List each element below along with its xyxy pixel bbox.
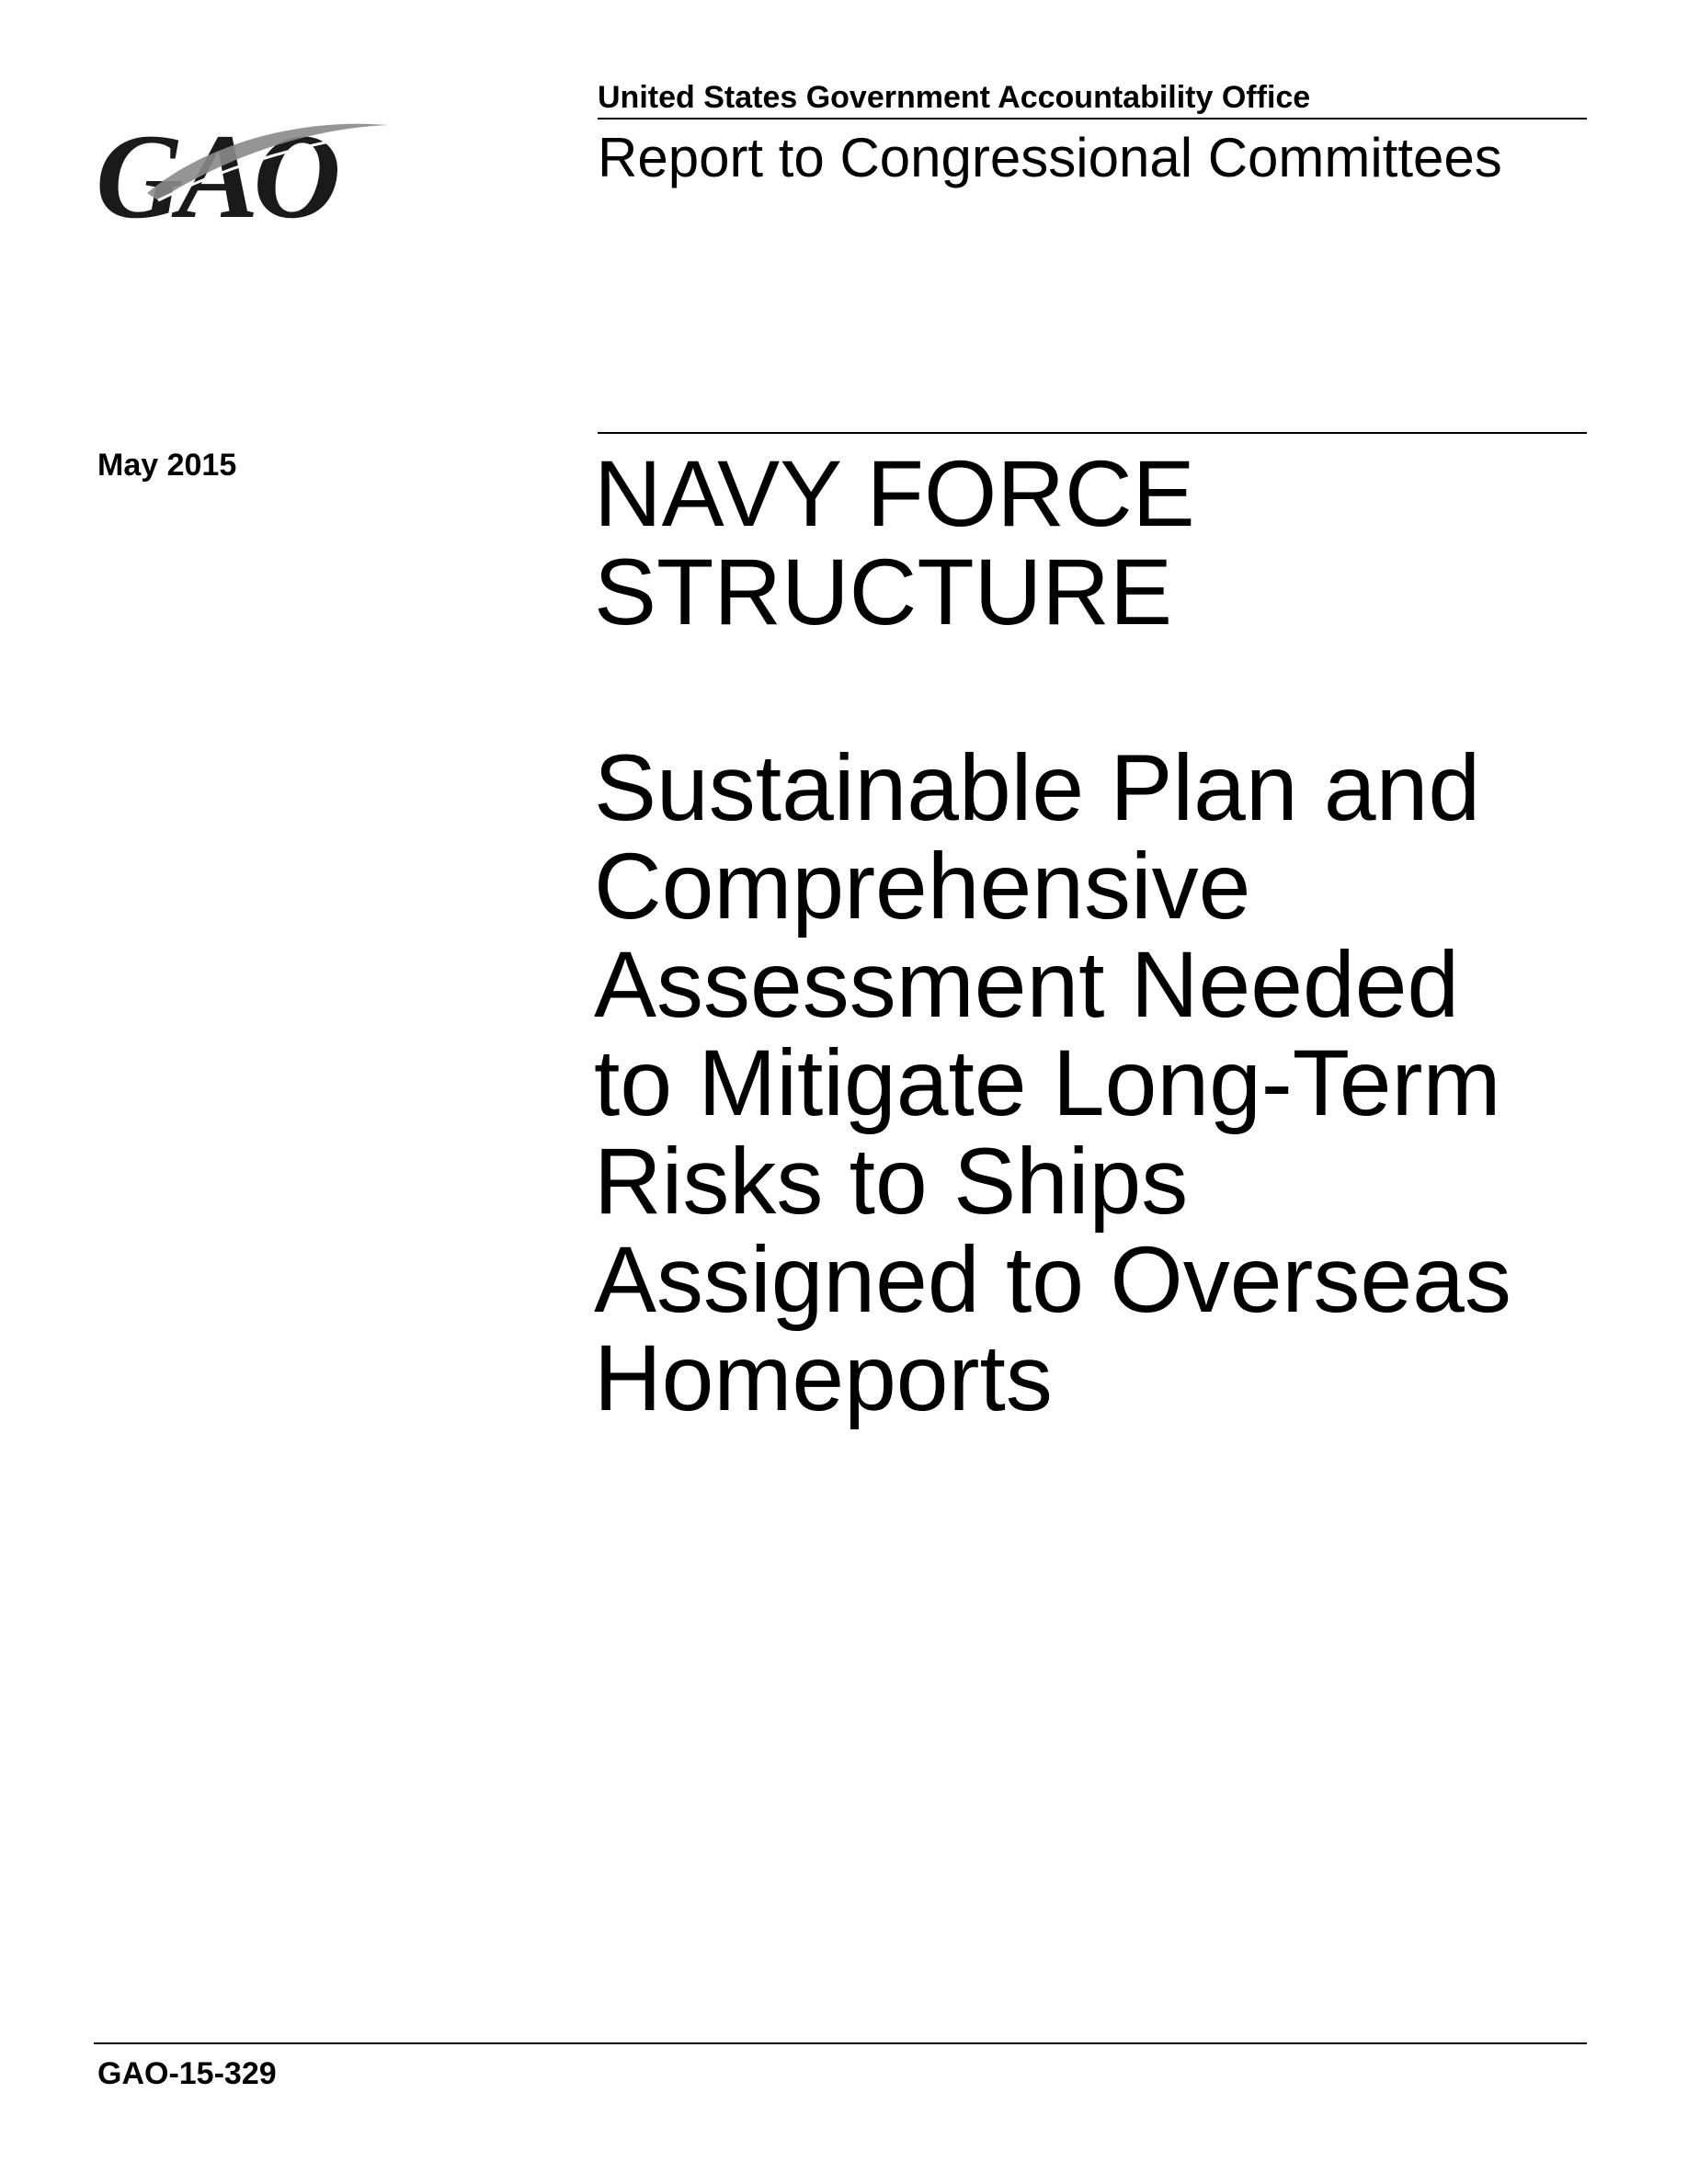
subtitle <box>594 735 1511 1430</box>
main-title-line: STRUCTURE <box>594 540 1172 644</box>
main-title-line: NAVY FORCE <box>594 441 1195 546</box>
subtitle-line: Assessment Needed <box>594 932 1460 1037</box>
subtitle-line: Sustainable Plan and <box>594 735 1481 840</box>
gao-logo <box>94 108 397 237</box>
svg-text:GAO: GAO <box>96 108 336 237</box>
footer-rule <box>94 2042 1587 2044</box>
subtitle-line: Risks to Ships <box>594 1129 1189 1234</box>
subtitle-line: Homeports <box>594 1325 1053 1430</box>
report-number: GAO-15-329 <box>97 2056 277 2091</box>
agency-name: United States Government Accountability Office <box>598 80 1311 115</box>
main-title <box>594 441 1195 644</box>
report-type: Report to Congressional Committees <box>598 127 1502 188</box>
header-rule <box>598 118 1587 119</box>
subtitle-line: Assigned to Overseas <box>594 1227 1511 1332</box>
report-date: May 2015 <box>97 448 237 483</box>
subtitle-line: Comprehensive <box>594 834 1251 938</box>
subtitle-line: to Mitigate Long-Term <box>594 1030 1501 1135</box>
title-rule <box>598 432 1587 434</box>
